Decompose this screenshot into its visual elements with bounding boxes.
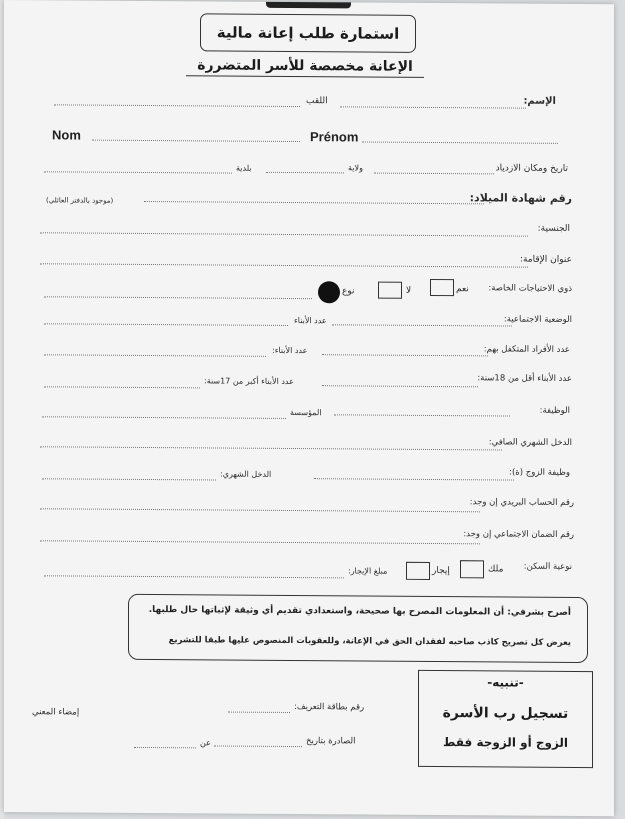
- institution-label: المؤسسة: [290, 407, 322, 418]
- social-security-label: رقم الضمان الاجتماعي إن وجد:: [463, 529, 574, 540]
- net-income-label: الدخل الشهري الصافي:: [488, 437, 572, 448]
- monthly-income-label: الدخل الشهري:: [220, 469, 272, 479]
- yes-label: نعم: [456, 284, 469, 295]
- birth-cert-note: (موجود بالدفتر العائلي): [46, 196, 114, 205]
- from-line[interactable]: [134, 747, 196, 748]
- no-label: لا: [406, 285, 412, 296]
- no-checkbox[interactable]: [378, 282, 402, 299]
- nationality-label: الجنسية:: [537, 223, 570, 234]
- surname-line[interactable]: [54, 104, 300, 107]
- name-line[interactable]: [340, 106, 526, 108]
- children-count-2-line[interactable]: [44, 354, 266, 357]
- rent-amount-label: مبلغ الإيجار:: [348, 566, 388, 576]
- children-count-2-label: عدد الأبناء:: [272, 345, 308, 356]
- nationality-line[interactable]: [40, 232, 528, 236]
- nom-line[interactable]: [92, 140, 300, 142]
- notice-heading: -تنبيه-: [487, 675, 524, 690]
- baladia-line[interactable]: [44, 171, 232, 173]
- spouse-job-line[interactable]: [314, 478, 514, 480]
- housing-type-label: نوعية السكن:: [523, 561, 572, 572]
- birth-cert-line[interactable]: [144, 201, 484, 204]
- name-label: الإسم:: [523, 95, 556, 107]
- nom-label: Nom: [52, 127, 81, 143]
- children-over-17-label: عدد الأبناء أكبر من 17سنة:: [204, 376, 294, 387]
- children-count-label: عدد الأبناء: [294, 316, 327, 326]
- address-label: عنوان الإقامة:: [519, 254, 572, 265]
- dependents-line[interactable]: [322, 354, 488, 356]
- postal-account-line[interactable]: [40, 508, 480, 512]
- children-over-17-line[interactable]: [44, 386, 200, 388]
- issued-on-line[interactable]: [214, 745, 302, 747]
- children-count-line[interactable]: [44, 323, 288, 326]
- prenom-label: Prénom: [310, 129, 359, 145]
- postal-account-label: رقم الحساب البريدي إن وجد:: [469, 497, 574, 508]
- dependents-label: عدد الأفراد المتكفل بهم:: [483, 344, 570, 355]
- signature-label: إمضاء المعني: [32, 707, 80, 718]
- social-status-label: الوضعية الاجتماعية:: [503, 314, 572, 325]
- type-label: نوع: [342, 286, 355, 297]
- top-tab: [266, 2, 351, 9]
- monthly-income-line[interactable]: [42, 478, 216, 480]
- surname-label: اللقب: [306, 96, 328, 107]
- notice-line-2: الزوج أو الزوجة فقط: [442, 735, 569, 750]
- children-under-18-line[interactable]: [322, 385, 478, 387]
- net-income-line[interactable]: [40, 446, 502, 450]
- form-title: استمارة طلب إعانة مالية: [200, 13, 416, 53]
- ink-blot: [318, 281, 340, 303]
- address-line[interactable]: [40, 263, 528, 267]
- job-label: الوظيفة:: [539, 405, 570, 416]
- social-security-line[interactable]: [40, 540, 480, 544]
- spouse-job-label: وظيفة الزوج (ة):: [509, 467, 570, 478]
- id-card-label: رقم بطاقة التعريف:: [294, 702, 365, 713]
- owned-checkbox[interactable]: [460, 560, 484, 578]
- birth-cert-label: رقم شهادة الميلاد:: [469, 191, 572, 205]
- institution-line[interactable]: [42, 416, 286, 419]
- children-under-18-label: عدد الأبناء أقل من 18سنة:: [477, 373, 572, 384]
- rent-label: إيجار: [432, 565, 450, 577]
- id-card-line[interactable]: [228, 712, 290, 713]
- birth-date-label: تاريخ ومكان الازدياد: [495, 163, 568, 174]
- notice-box: [418, 670, 593, 768]
- special-needs-label: ذوي الاحتياجات الخاصة:: [488, 283, 572, 294]
- yes-checkbox[interactable]: [430, 279, 454, 296]
- declaration-line-2: يعرض كل تصريح كاذب صاحبه لفقدان الحق في الإعانة، وللعقوبات المنصوص عليها طبقا للتشريع: [168, 635, 571, 648]
- rent-checkbox[interactable]: [406, 562, 430, 580]
- birth-date-line[interactable]: [374, 173, 494, 175]
- social-status-line[interactable]: [332, 324, 512, 326]
- baladia-label: بلدية: [236, 163, 252, 173]
- declaration-line-1: أصرح بشرفي: أن المعلومات المصرح بها صحيحة، واستعدادي تقديم أي وثيقة لإثباتها حال طلبها.: [148, 605, 571, 618]
- form-page: [4, 0, 614, 816]
- issued-on-label: الصادرة بتاريخ: [306, 736, 356, 747]
- owned-label: ملك: [488, 564, 504, 575]
- form-subtitle: الإعانة مخصصة للأسر المتضررة: [186, 57, 424, 78]
- wilaya-line[interactable]: [266, 172, 344, 174]
- wilaya-label: ولاية: [348, 163, 363, 173]
- job-line[interactable]: [334, 414, 510, 416]
- prenom-line[interactable]: [362, 141, 558, 143]
- rent-amount-line[interactable]: [44, 575, 344, 578]
- declaration-box: [128, 594, 588, 663]
- special-needs-line[interactable]: [44, 296, 312, 299]
- notice-line-1: تسجيل رب الأسرة: [442, 705, 569, 722]
- from-label: عن: [200, 738, 211, 748]
